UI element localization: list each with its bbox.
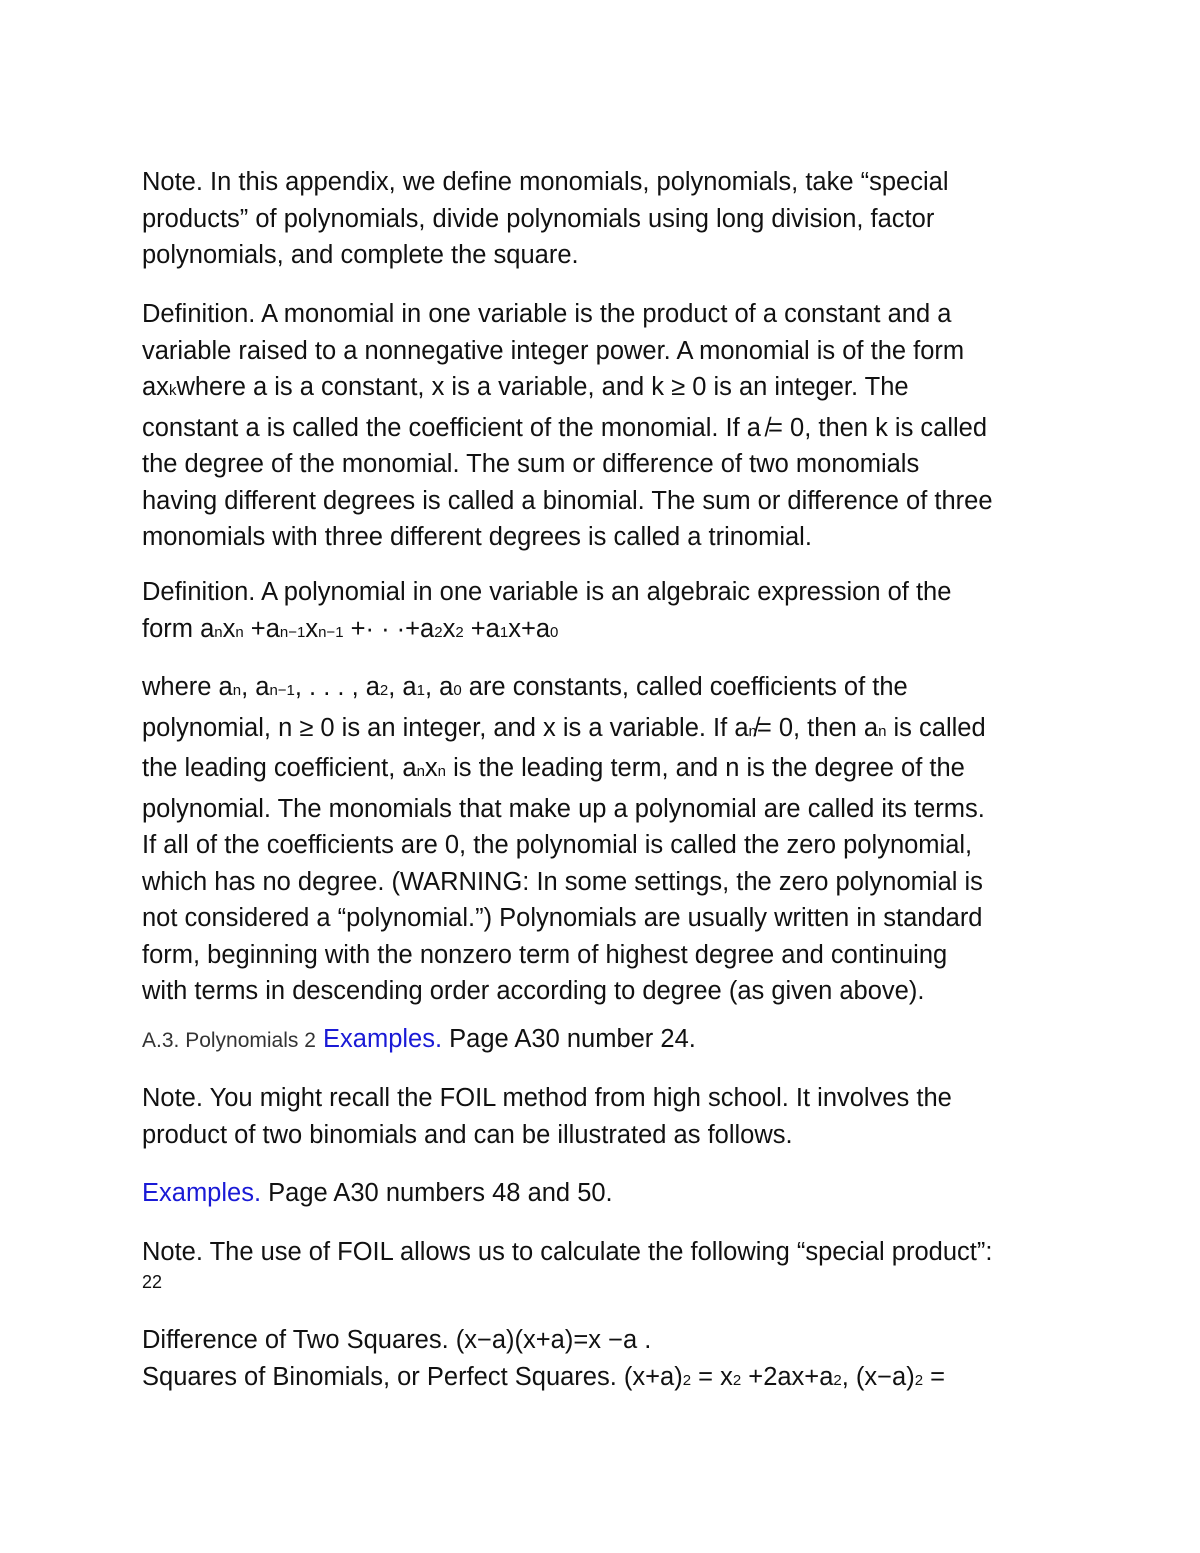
examples-line-2 — [142, 1175, 1072, 1212]
text-run: +2ax+a — [741, 1362, 834, 1391]
text-run: x — [424, 754, 438, 782]
text-run: ̸= 0, then a — [756, 713, 879, 742]
exponent-line: 22 — [142, 1271, 163, 1292]
subscript: n — [748, 722, 757, 740]
text-line: monomials with three different degrees is called a trinomial. — [142, 523, 812, 551]
superscript: 2 — [732, 1371, 742, 1389]
text-run: +a — [463, 614, 500, 643]
text-run: Page A30 number 24. — [442, 1025, 696, 1053]
text-run: is called — [886, 713, 986, 742]
text-line: the degree of the monomial. The sum or difference of two monomials — [142, 450, 920, 478]
text-run: +· · ·+a — [343, 614, 435, 643]
text-line — [142, 750, 1072, 791]
text-line — [142, 669, 1072, 710]
superscript: 2 — [455, 623, 464, 641]
superscript: n — [437, 763, 446, 780]
text-run: x — [305, 614, 319, 643]
superscript: 2 — [682, 1371, 692, 1389]
text-line: form, beginning with the nonzero term of highest degree and continuing — [142, 940, 948, 969]
text-run: x+a — [508, 614, 551, 643]
subscript: 2 — [379, 682, 389, 699]
text-line: which has no degree. (WARNING: In some settings, the zero polynomial is — [142, 867, 983, 896]
polynomial-definition — [142, 574, 1072, 651]
text-line: Note. You might recall the FOIL method from high school. It involves the — [142, 1084, 952, 1112]
superscript: n — [235, 623, 244, 641]
text-line: polynomials, and complete the square. — [142, 241, 579, 269]
examples-label: Examples. — [323, 1025, 443, 1053]
text-line: Note. The use of FOIL allows us to calculate the following “special product”: — [142, 1238, 993, 1266]
text-line: with terms in descending order according to degree (as given above). — [142, 977, 925, 1005]
polynomial-explanation — [142, 669, 1072, 1010]
text-line: Difference of Two Squares. (x−a)(x+a)=x −a . — [142, 1326, 652, 1354]
text-run: , a — [424, 673, 454, 701]
text-run: are constants, called coefficients of the — [461, 673, 908, 701]
text-run: = — [923, 1362, 946, 1391]
text-line: Definition. A monomial in one variable is the product of a constant and a — [142, 300, 952, 328]
subscript: n — [214, 623, 223, 641]
text-line — [142, 1359, 1072, 1400]
subscript: 0 — [550, 623, 559, 641]
text-run: , a — [241, 673, 270, 701]
text-line: polynomial. The monomials that make up a polynomial are called its terms. — [142, 794, 985, 823]
examples-line-1 — [142, 1021, 1072, 1060]
subscript: k — [168, 382, 177, 399]
subscript: 1 — [416, 682, 425, 699]
subscript: n — [232, 682, 242, 699]
examples-label: Examples. — [142, 1179, 262, 1207]
text-line: Definition. A polynomial in one variable is an algebraic expression of the — [142, 578, 952, 606]
section-header: A.3. Polynomials 2 — [142, 1029, 316, 1052]
text-line: variable raised to a nonnegative integer power. A monomial is of the form — [142, 336, 965, 365]
monomial-definition — [142, 296, 1072, 556]
text-run: where a — [142, 673, 233, 701]
subscript: 0 — [453, 682, 462, 699]
superscript: 2 — [914, 1371, 924, 1389]
foil-note — [142, 1080, 1072, 1153]
superscript: n−1 — [318, 623, 344, 641]
text-run: polynomial, n ≥ 0 is an integer, and x is a variable. If a — [142, 713, 749, 742]
text-run: is the leading term, and n is the degree of the — [446, 754, 965, 782]
text-line: products” of polynomials, divide polynomials using long division, factor — [142, 204, 935, 233]
text-line — [142, 369, 1072, 410]
text-line — [142, 710, 1072, 751]
subscript: n−1 — [279, 623, 306, 641]
text-line: constant a is called the coefficient of the monomial. If a ̸= 0, then k is called — [142, 413, 988, 442]
formula-line — [142, 611, 1072, 652]
subscript: n−1 — [269, 682, 295, 699]
text-run: x — [222, 614, 236, 643]
subscript: n — [878, 722, 887, 740]
intro-note — [142, 164, 1072, 274]
subscript: n — [416, 763, 425, 780]
text-run: ax — [142, 373, 169, 401]
text-run: Squares of Binomials, or Perfect Squares. (x+a) — [142, 1362, 683, 1391]
text-line: having different degrees is called a binomial. The sum or difference of three — [142, 486, 993, 515]
text-run: , (x−a) — [841, 1362, 915, 1391]
special-products — [142, 1322, 1072, 1399]
text-run: , . . . , a — [294, 673, 380, 701]
text-run: +a — [243, 614, 280, 643]
special-product-note — [142, 1234, 1072, 1295]
text-line — [142, 1021, 1072, 1060]
text-line: Note. In this appendix, we define monomials, polynomials, take “special — [142, 168, 949, 196]
superscript: 2 — [833, 1371, 842, 1389]
text-line: If all of the coefficients are 0, the polynomial is called the zero polynomial, — [142, 831, 973, 859]
text-run: x — [442, 614, 456, 643]
subscript: 1 — [499, 623, 509, 641]
text-run: = x — [691, 1362, 733, 1391]
text-run: where a is a constant, x is a variable, and k ≥ 0 is an integer. The — [176, 373, 909, 401]
text-line — [142, 1175, 1072, 1212]
text-line: not considered a “polynomial.”) Polynomials are usually written in standard — [142, 904, 983, 932]
text-run: , a — [388, 673, 417, 701]
text-run: form a — [142, 614, 215, 643]
text-run: Page A30 numbers 48 and 50. — [261, 1179, 613, 1207]
text-line: product of two binomials and can be illustrated as follows. — [142, 1120, 793, 1149]
subscript: 2 — [434, 623, 443, 641]
text-run: the leading coefficient, a — [142, 754, 417, 782]
